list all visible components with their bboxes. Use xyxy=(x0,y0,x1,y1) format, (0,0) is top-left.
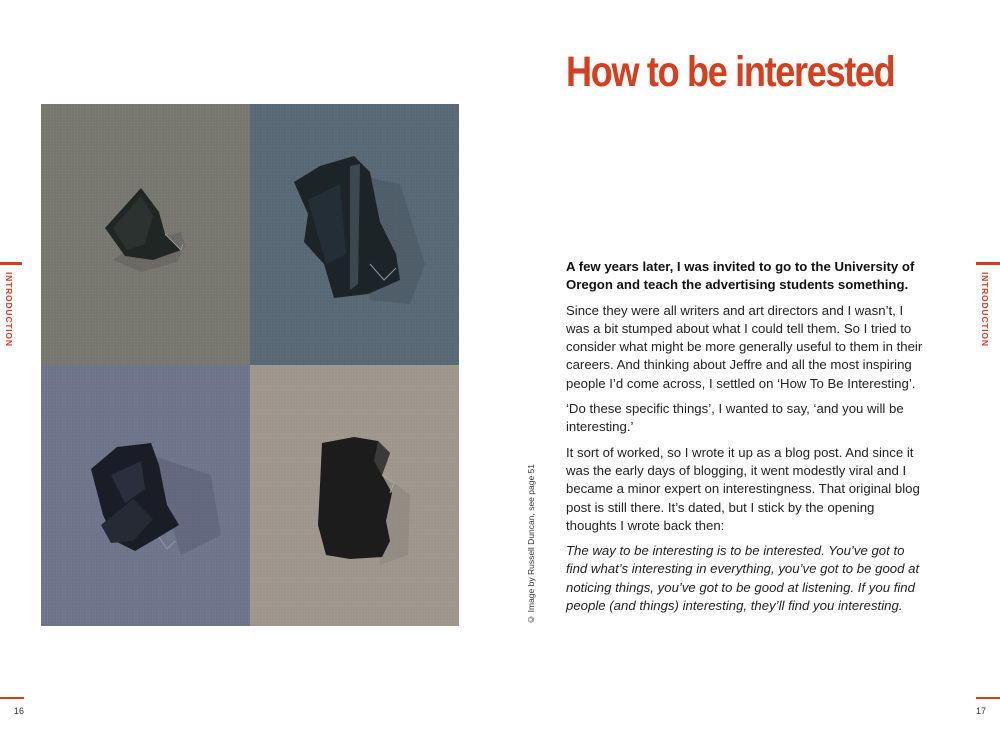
section-tab-bar xyxy=(0,262,22,265)
photo-tile-bottom-left xyxy=(41,365,250,626)
photo-tile-top-left xyxy=(41,104,250,365)
section-tab-left xyxy=(0,262,24,442)
body-paragraph: ‘Do these specific things’, I wanted to say, ‘and you will be interesting.’ xyxy=(566,401,904,435)
glass-shards-photograph xyxy=(41,104,459,626)
glass-shard-icon xyxy=(41,365,250,626)
section-label-right: INTRODUCTION xyxy=(980,272,990,347)
lead-paragraph: A few years later, I was invited to go to the University of Oregon and teach the advertising students something. xyxy=(566,259,915,293)
section-tab-bar xyxy=(976,262,1000,265)
body-paragraph: It sort of worked, so I wrote it up as a blog post. And since it was the early days of blogging, it went modestly viral and I became a minor expert on interestingness. That original blog post is still there. It’s dated, but I stick by the opening thoughts I wrote back then: xyxy=(566,444,920,533)
article-body xyxy=(566,258,924,622)
section-label-left: INTRODUCTION xyxy=(4,272,14,347)
section-tab-right xyxy=(976,262,1000,442)
quote-paragraph: The way to be interesting is to be interested. You’ve got to find what’s interesting in everything, you’ve got to be good at noticing things, you’ve got to be good at listening. If you find people (and things) interesting, they’ll find you interesting. xyxy=(566,543,920,614)
page-number-right: 17 xyxy=(976,706,987,716)
photo-tile-bottom-right xyxy=(250,365,459,626)
glass-shard-icon xyxy=(250,104,459,365)
body-paragraph: Since they were all writers and art directors and I wasn’t, I was a bit stumped about what I could tell them. So I tried to consider what might be more generally useful to them in their careers. And thinking about Jeffre and all the most inspiring people I’d come across, I settled on ‘How To Be Interesting’. xyxy=(566,302,923,391)
photo-credit: © Image by Russell Duncan, see page 51 xyxy=(526,464,536,625)
footer-rule-left xyxy=(0,697,24,699)
footer-rule-right xyxy=(976,697,1000,699)
page-title: How to be interested xyxy=(566,48,895,96)
photo-tile-top-right xyxy=(250,104,459,365)
glass-shard-icon xyxy=(41,104,250,365)
page-number-left: 16 xyxy=(14,706,25,716)
glass-shard-icon xyxy=(250,365,459,626)
